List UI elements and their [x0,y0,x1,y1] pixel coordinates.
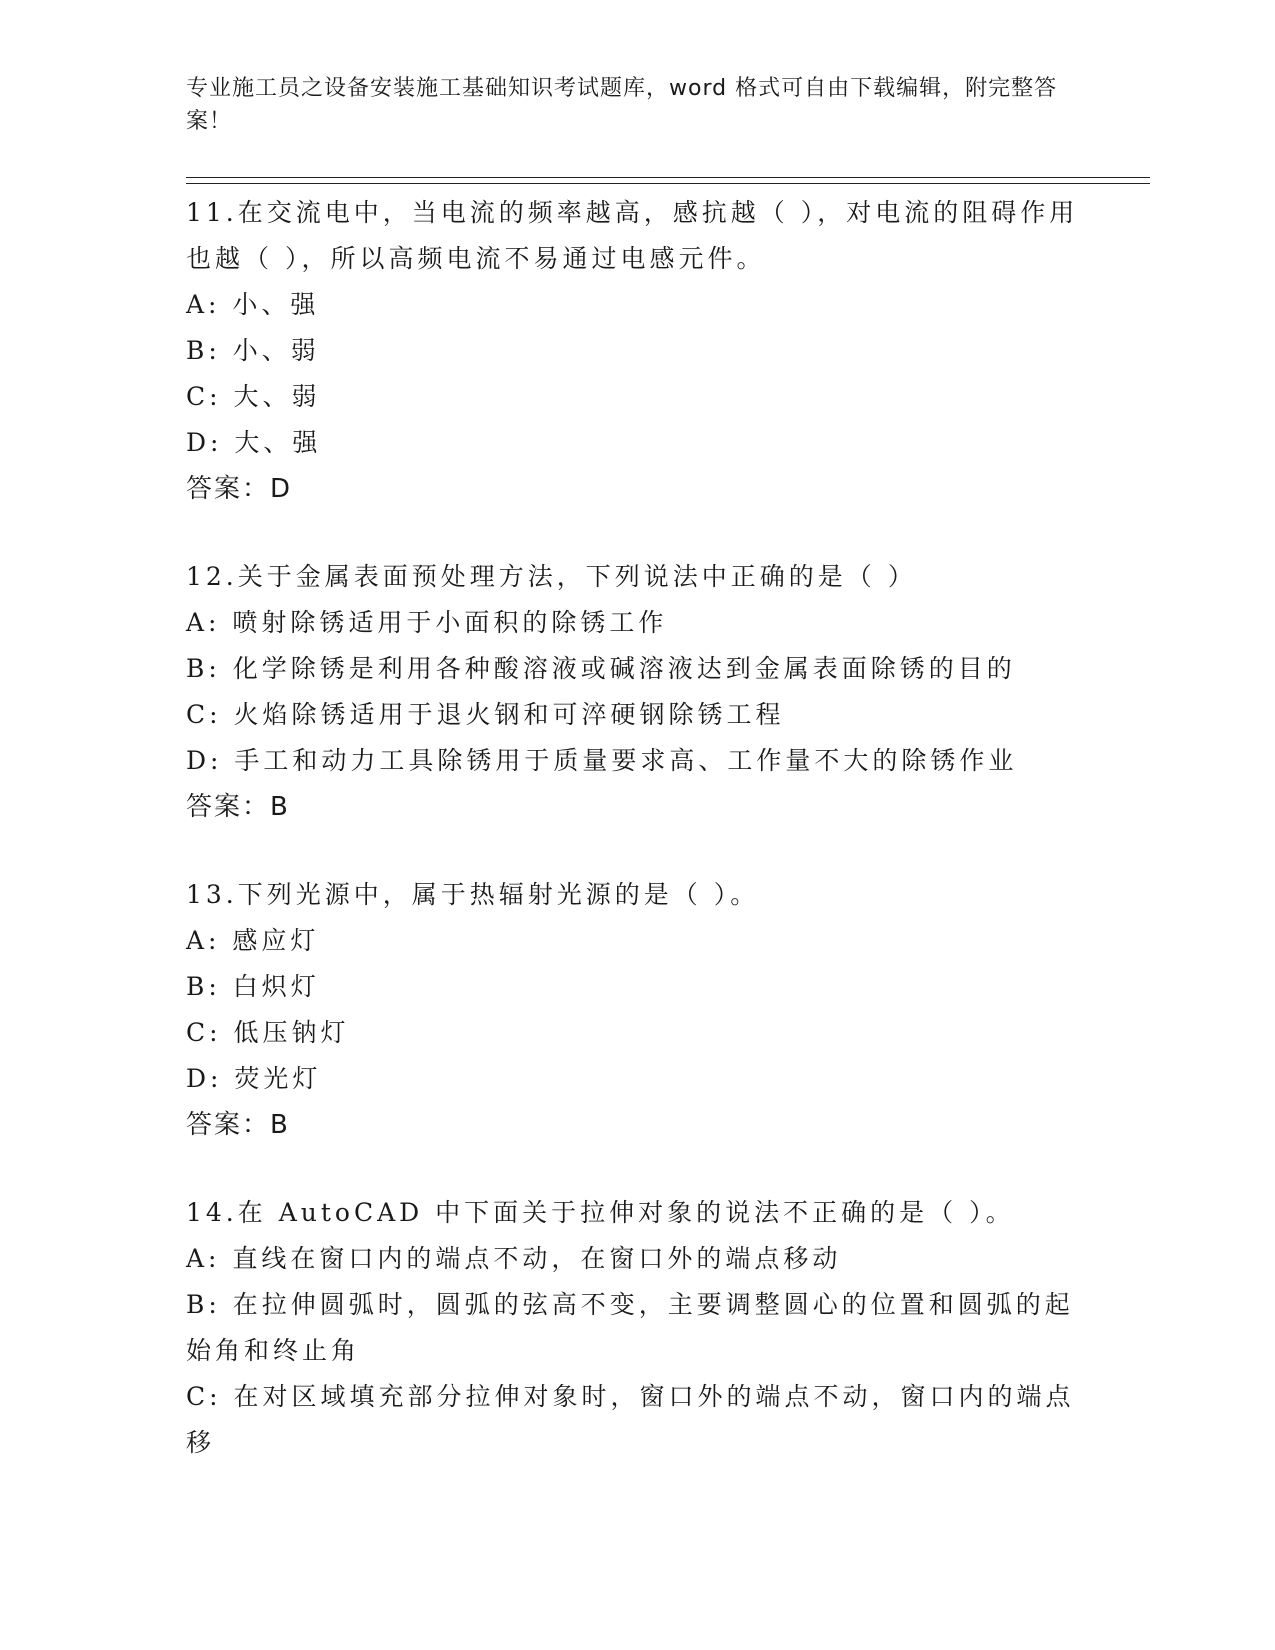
answer-text: 答案：B [186,792,290,822]
option-a: A: 直线在窗口内的端点不动，在窗口外的端点移动 [186,1244,842,1273]
option-c: C: 在对区域填充部分拉伸对象时，窗口外的端点不动，窗口内的端点移 [186,1382,1075,1457]
question-12 [186,554,1086,830]
header-divider-bottom [186,183,1150,184]
question-stem: 12.关于金属表面预处理方法，下列说法中正确的是（ ） [186,562,917,591]
question-11 [186,190,1086,512]
option-a: A: 小、强 [186,290,320,319]
option-a: A: 喷射除锈适用于小面积的除锈工作 [186,608,668,637]
option-d: D: 大、强 [186,428,322,457]
answer-text: 答案：D [186,474,293,504]
question-13 [186,872,1086,1148]
option-c: C: 低压钠灯 [186,1018,350,1047]
header-divider-top [186,177,1150,178]
option-c: C: 火焰除锈适用于退火钢和可淬硬钢除锈工程 [186,700,785,729]
question-14 [186,1190,1086,1466]
option-b: B: 小、弱 [186,336,320,365]
question-stem: 11.在交流电中，当电流的频率越高，感抗越（ ），对电流的阻碍作用也越（ ），所以高频电流不易通过电感元件。 [186,198,1079,273]
option-b: B: 白炽灯 [186,972,320,1001]
option-a: A: 感应灯 [186,926,320,955]
answer-text: 答案：B [186,1110,290,1140]
question-stem: 14.在 AutoCAD 中下面关于拉伸对象的说法不正确的是（ ）。 [186,1198,1015,1227]
question-stem: 13.下列光源中，属于热辐射光源的是（ ）。 [186,880,760,909]
question-list [186,190,1086,1508]
option-b: B: 化学除锈是利用各种酸溶液或碱溶液达到金属表面除锈的目的 [186,654,1016,683]
option-d: D: 手工和动力工具除锈用于质量要求高、工作量不大的除锈作业 [186,746,1018,775]
option-c: C: 大、弱 [186,382,321,411]
document-header: 专业施工员之设备安装施工基础知识考试题库，word 格式可自由下载编辑，附完整答案！ [186,76,1058,134]
option-b: B: 在拉伸圆弧时，圆弧的弦高不变，主要调整圆心的位置和圆弧的起始角和终止角 [186,1290,1074,1365]
option-d: D: 荧光灯 [186,1064,322,1093]
